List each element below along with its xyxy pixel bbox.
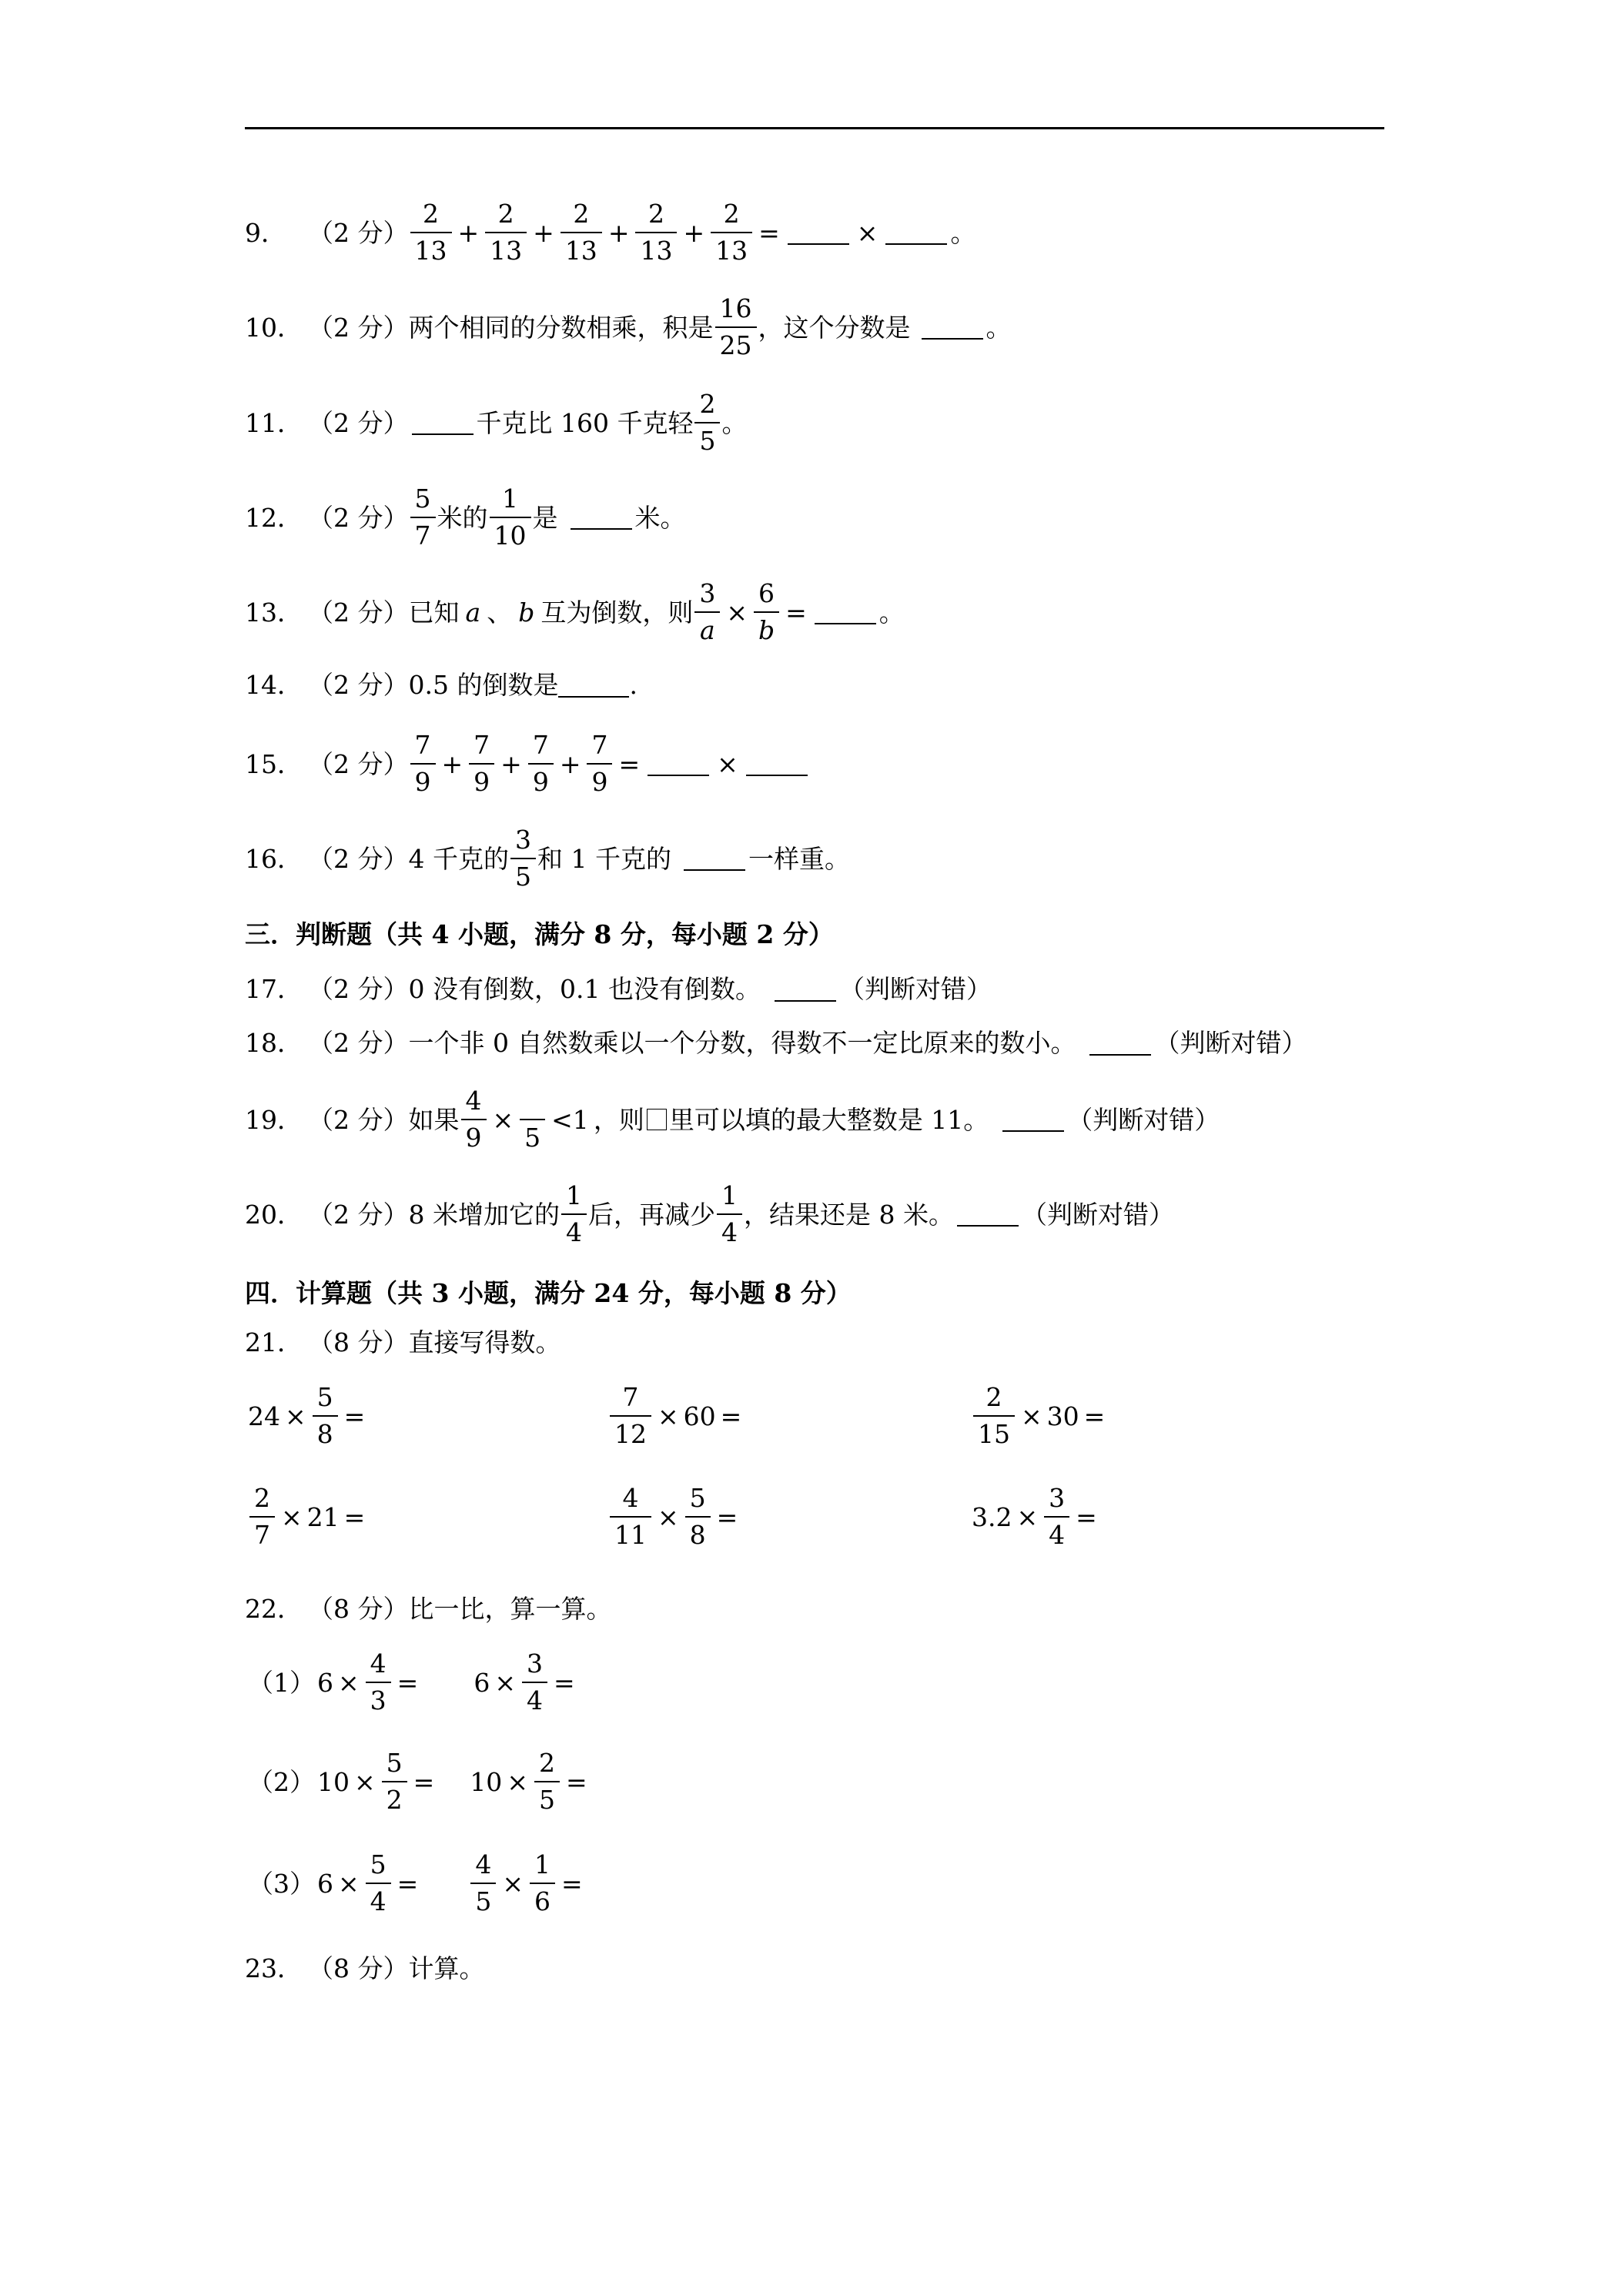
- fraction: $\frac{1}{10}$: [492, 485, 529, 551]
- question-score: （2 分）: [308, 217, 409, 248]
- question-18: 18． （2 分） 一个非 0 自然数乘以一个分数，得数不一定比原来的数小。 （判断对错）: [245, 1028, 1307, 1058]
- question-23: 23． （8 分） 计算。: [245, 1953, 485, 1983]
- calc-expression: $\frac{2}{7}$ × 21 =: [248, 1484, 370, 1550]
- question-number: 18．: [245, 1028, 303, 1058]
- answer-blank[interactable]: [1002, 1107, 1064, 1132]
- fraction: $\frac{2}{13}$: [487, 200, 524, 266]
- question-14: 14． （2 分） 0.5 的倒数是 .: [245, 670, 637, 700]
- fraction: 5: [522, 1087, 543, 1153]
- question-number: 20．: [245, 1199, 303, 1230]
- question-score: （2 分）: [308, 1104, 409, 1135]
- answer-blank[interactable]: [648, 751, 709, 776]
- question-number: 23．: [245, 1953, 303, 1983]
- question-12: 12． （2 分） $\frac{5}{7}$ 米的 $\frac{1}{10}$ 是 米。: [245, 484, 686, 551]
- fraction: $\frac{7}{9}$: [471, 731, 492, 797]
- header-rule: [245, 127, 1384, 129]
- calc-expression: $\frac{4}{11}$ × $\frac{5}{8}$ =: [608, 1484, 742, 1550]
- question-number: 13．: [245, 597, 303, 628]
- compare-row-2: （2） 10 × $\frac{5}{2}$ = 10 × $\frac{2}{5}$ =: [248, 1748, 587, 1816]
- answer-blank[interactable]: [885, 220, 947, 245]
- question-number: 15．: [245, 748, 303, 779]
- question-13: 13． （2 分） 已知 a 、 b 互为倒数，则 $\frac{3}{a}$ × $\frac{6}{b}$ = 。: [245, 578, 905, 646]
- question-score: （2 分）: [308, 502, 409, 533]
- question-number: 22．: [245, 1594, 303, 1624]
- section-heading: 三．判断题（共 4 小题，满分 8 分，每小题 2 分）: [245, 919, 834, 949]
- question-score: （8 分）: [308, 1594, 409, 1624]
- box-symbol: [647, 1109, 667, 1130]
- calc-expression: 24 × $\frac{5}{8}$ =: [248, 1382, 366, 1450]
- calc-expression: $\frac{2}{15}$ × 30 =: [972, 1384, 1109, 1449]
- fraction: $\frac{2}{13}$: [413, 200, 450, 266]
- answer-blank[interactable]: [1089, 1031, 1151, 1056]
- answer-blank[interactable]: [412, 410, 474, 435]
- question-number: 9．: [245, 217, 286, 248]
- fraction: $\frac{2}{5}$: [697, 390, 718, 456]
- fraction: $\frac{7}{9}$: [413, 731, 433, 797]
- fraction: $\frac{1}{4}$: [719, 1182, 740, 1247]
- question-21: 21． （8 分） 直接写得数。: [245, 1327, 561, 1357]
- question-score: （2 分）: [308, 1199, 409, 1230]
- question-22: 22． （8 分） 比一比，算一算。: [245, 1594, 612, 1624]
- question-number: 16．: [245, 843, 303, 874]
- fraction: $\frac{2}{13}$: [713, 200, 750, 266]
- section-heading: 四．计算题（共 3 小题，满分 24 分，每小题 8 分）: [245, 1278, 852, 1308]
- fraction: $\frac{3}{5}$: [513, 826, 534, 892]
- question-number: 19．: [245, 1104, 303, 1135]
- question-score: （2 分）: [308, 407, 409, 438]
- question-number: 14．: [245, 670, 303, 700]
- fraction: $\frac{2}{13}$: [563, 200, 600, 266]
- answer-blank[interactable]: [571, 505, 632, 530]
- fraction: $\frac{4}{9}$: [463, 1087, 484, 1153]
- fraction: $\frac{5}{7}$: [413, 485, 433, 551]
- fraction: $\frac{7}{9}$: [530, 731, 551, 797]
- question-score: （2 分）: [308, 670, 409, 700]
- fraction: $\frac{2}{13}$: [637, 200, 674, 266]
- question-score: （2 分）: [308, 843, 409, 874]
- question-9: 9． （2 分） $\frac{2}{13}$ + $\frac{2}{13}$ + $\frac{2}{13}$ + $\frac{2}{13}$ + $\frac{2}{13}$ = × 。: [245, 199, 976, 266]
- answer-blank[interactable]: [922, 315, 983, 340]
- answer-blank[interactable]: [957, 1202, 1019, 1227]
- question-score: （2 分）: [308, 974, 409, 1004]
- question-17: 17． （2 分） 0 没有倒数，0.1 也没有倒数。 （判断对错）: [245, 974, 992, 1004]
- question-number: 17．: [245, 974, 303, 1004]
- answer-blank[interactable]: [558, 673, 629, 698]
- compare-row-3: （3） 6 × $\frac{5}{4}$ = $\frac{4}{5}$ × $\frac{1}{6}$ =: [248, 1849, 583, 1917]
- fraction: $\frac{3}{a}$: [697, 580, 718, 645]
- fraction: $\frac{16}{25}$: [718, 295, 755, 360]
- calc-expression: 3.2 × $\frac{3}{4}$ =: [972, 1483, 1097, 1551]
- answer-blank[interactable]: [815, 600, 876, 624]
- fraction: $\frac{7}{9}$: [589, 731, 610, 797]
- question-score: （2 分）: [308, 1028, 409, 1058]
- answer-blank[interactable]: [684, 846, 745, 871]
- answer-blank[interactable]: [788, 220, 849, 245]
- question-number: 10．: [245, 312, 303, 343]
- answer-blank[interactable]: [775, 977, 836, 1002]
- question-score: （8 分）: [308, 1327, 409, 1357]
- question-score: （2 分）: [308, 597, 409, 628]
- question-20: 20． （2 分） 8 米增加它的 $\frac{1}{4}$ 后，再减少 $\frac{1}{4}$ ，结果还是 8 米。 （判断对错）: [245, 1180, 1174, 1248]
- question-score: （2 分）: [308, 312, 409, 343]
- question-11: 11． （2 分） 千克比 160 千克轻 $\frac{2}{5}$ 。: [245, 389, 748, 457]
- fraction: $\frac{6}{b}$: [756, 580, 777, 645]
- question-number: 11．: [245, 407, 303, 438]
- calc-expression: $\frac{7}{12}$ × 60 =: [608, 1384, 746, 1449]
- question-19: 19． （2 分） 如果 $\frac{4}{9}$ × 5 <1 ，则 里可以填的最大整数是 11。 （判断对错）: [245, 1086, 1220, 1153]
- question-score: （8 分）: [308, 1953, 409, 1983]
- question-10: 10． （2 分） 两个相同的分数相乘，积是 $\frac{16}{25}$ ，这个分数是 。: [245, 293, 1012, 361]
- compare-row-1: （1） 6 × $\frac{4}{3}$ = 6 × $\frac{3}{4}$ =: [248, 1648, 575, 1716]
- answer-blank[interactable]: [746, 751, 808, 776]
- fraction: $\frac{1}{4}$: [564, 1182, 584, 1247]
- question-number: 12．: [245, 502, 303, 533]
- question-15: 15． （2 分） $\frac{7}{9}$ + $\frac{7}{9}$ + $\frac{7}{9}$ + $\frac{7}{9}$ = ×: [245, 731, 811, 797]
- question-score: （2 分）: [308, 748, 409, 779]
- question-16: 16． （2 分） 4 千克的 $\frac{3}{5}$ 和 1 千克的 一样重。: [245, 825, 850, 892]
- question-number: 21．: [245, 1327, 303, 1357]
